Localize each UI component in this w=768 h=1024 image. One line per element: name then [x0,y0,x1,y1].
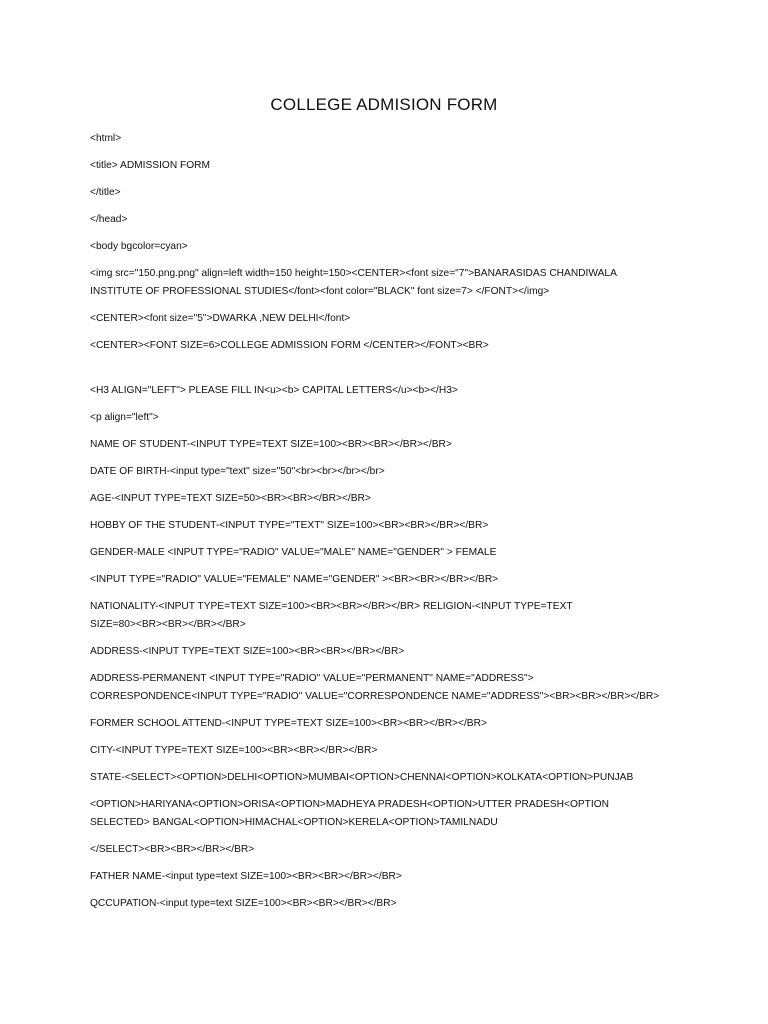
document-line: CITY-<INPUT TYPE=TEXT SIZE=100><BR><BR></BR></BR> [90,745,378,756]
document-line: FATHER NAME-<input type=text SIZE=100><BR><BR></BR></BR> [90,871,402,882]
document-paragraph [90,769,690,787]
document-line: NAME OF STUDENT-<INPUT TYPE=TEXT SIZE=100><BR><BR></BR></BR> [90,439,452,450]
document-line: HOBBY OF THE STUDENT-<INPUT TYPE="TEXT" SIZE=100><BR><BR></BR></BR> [90,520,489,531]
document-paragraph [90,490,690,508]
document-paragraph [90,130,690,148]
document-line: STATE-<SELECT><OPTION>DELHI<OPTION>MUMBAI<OPTION>CHENNAI<OPTION>KOLKATA<OPTION>PUNJAB [90,772,634,783]
document-paragraph [90,517,690,535]
document-paragraph [90,715,690,733]
document-line: CORRESPONDENCE<INPUT TYPE="RADIO" VALUE="CORRESPONDENCE NAME="ADDRESS"><BR><BR></BR></BR> [90,691,660,702]
document-paragraph [90,436,690,454]
document-line: <html> [90,133,122,144]
document-paragraph [90,409,690,427]
document-paragraph [90,598,690,634]
document-paragraph [90,670,690,706]
document-line: ADDRESS-PERMANENT <INPUT TYPE="RADIO" VALUE="PERMANENT" NAME="ADDRESS"> [90,673,534,684]
document-line: <CENTER><font size="5">DWARKA ,NEW DELHI</font> [90,313,351,324]
document-paragraph [90,211,690,229]
document-line: SIZE=80><BR><BR></BR></BR> [90,619,246,630]
document-paragraph [90,544,690,562]
document-paragraph [90,157,690,175]
document-paragraph [90,571,690,589]
document-line: SELECTED> BANGAL<OPTION>HIMACHAL<OPTION>KERELA<OPTION>TAMILNADU [90,817,498,828]
document-body [90,130,690,922]
document-line: <title> ADMISSION FORM [90,160,211,171]
document-line: GENDER-MALE <INPUT TYPE="RADIO" VALUE="MALE" NAME="GENDER" > FEMALE [90,547,497,558]
document-paragraph [90,238,690,256]
document-line: <body bgcolor=cyan> [90,241,188,252]
document-line: <p align="left"> [90,412,159,423]
document-paragraph [90,643,690,661]
document-line: <INPUT TYPE="RADIO" VALUE="FEMALE" NAME="GENDER" ><BR><BR></BR></BR> [90,574,499,585]
document-paragraph [90,868,690,886]
document-paragraph [90,796,690,832]
document-paragraph [90,463,690,481]
document-line: </SELECT><BR><BR></BR></BR> [90,844,255,855]
document-line: </title> [90,187,121,198]
document-line: <H3 ALIGN="LEFT"> PLEASE FILL IN<u><b> CAPITAL LETTERS</u><b></H3> [90,385,458,396]
document-paragraph [90,184,690,202]
document-line: INSTITUTE OF PROFESSIONAL STUDIES</font><font color="BLACK" font size=7> </FONT></img> [90,286,550,297]
document-line: QCCUPATION-<input type=text SIZE=100><BR><BR></BR></BR> [90,898,397,909]
document-paragraph [90,742,690,760]
document-line: DATE OF BIRTH-<input type="text" size="50"<br><br></br></br> [90,466,385,477]
document-paragraph [90,841,690,859]
document-line: ADDRESS-<INPUT TYPE=TEXT SIZE=100><BR><BR></BR></BR> [90,646,405,657]
document-paragraph [90,895,690,913]
document-line: <CENTER><FONT SIZE=6>COLLEGE ADMISSION FORM </CENTER></FONT><BR> [90,340,489,351]
document-paragraph [90,265,690,301]
document-title: COLLEGE ADMISION FORM [270,95,498,114]
document-paragraph [90,310,690,328]
document-paragraph [90,337,690,355]
document-line: FORMER SCHOOL ATTEND-<INPUT TYPE=TEXT SIZE=100><BR><BR></BR></BR> [90,718,487,729]
document-line: AGE-<INPUT TYPE=TEXT SIZE=50><BR><BR></BR></BR> [90,493,371,504]
document-line: NATIONALITY-<INPUT TYPE=TEXT SIZE=100><BR><BR></BR></BR> RELIGION-<INPUT TYPE=TEXT [90,601,573,612]
blank-line [90,364,690,382]
document-line: <img src="150.png.png" align=left width=150 height=150><CENTER><font size="7">BANARASIDAS CHANDIWALA [90,268,617,279]
document-line: </head> [90,214,128,225]
document-paragraph [90,382,690,400]
document-line: <OPTION>HARIYANA<OPTION>ORISA<OPTION>MADHEYA PRADESH<OPTION>UTTER PRADESH<OPTION [90,799,610,810]
